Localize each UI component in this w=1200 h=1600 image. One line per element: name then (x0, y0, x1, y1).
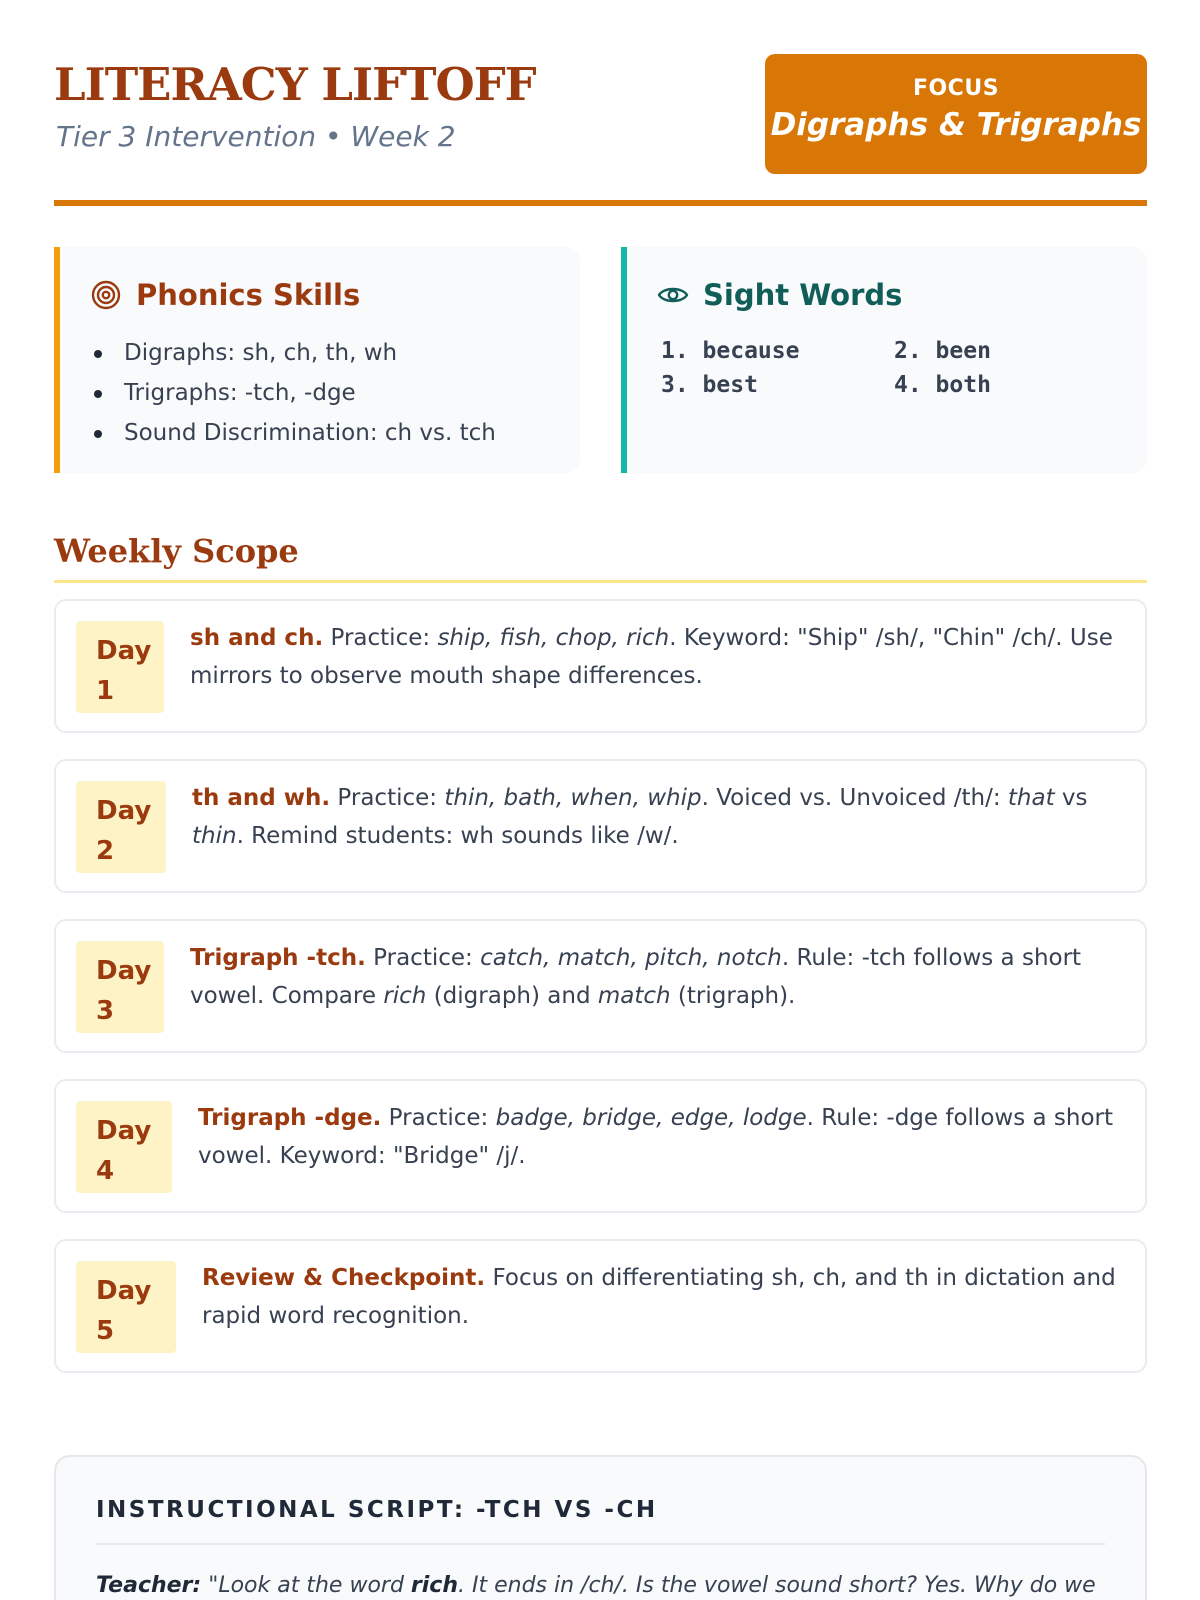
page-title: LITERACY LIFTOFF (54, 58, 536, 111)
instructional-script (54, 1455, 1147, 1600)
lesson-plan-page (54, 0, 1147, 1598)
day-card (54, 1239, 1147, 1373)
practice-word: thin (192, 823, 237, 849)
day-word: Day (96, 796, 152, 826)
skills-cards (54, 247, 1147, 473)
weekly-scope-heading: Weekly Scope (54, 532, 299, 570)
day-description (202, 1259, 1121, 1335)
day-card (54, 919, 1147, 1053)
phonics-skill-list (94, 333, 496, 453)
day-text-segment: Practice: (381, 1105, 496, 1131)
day-text-segment: Practice: (330, 785, 445, 811)
day-card (54, 599, 1147, 733)
day-number: 3 (96, 996, 115, 1026)
day-text-segment: (trigraph). (670, 983, 796, 1009)
script-text-segment: "Look at the word (208, 1573, 411, 1598)
day-word: Day (96, 1276, 152, 1306)
day-heading: Review & Checkpoint. (202, 1265, 486, 1291)
day-number: 1 (96, 676, 115, 706)
focus-value: Digraphs & Trigraphs (770, 107, 1142, 143)
practice-word: badge, bridge, edge, lodge (495, 1105, 807, 1131)
day-text-segment: . Voiced vs. Unvoiced /th/: (701, 785, 1008, 811)
day-badge (76, 941, 164, 1033)
practice-word: thin, bath, when, whip (444, 785, 702, 811)
script-divider (96, 1543, 1105, 1545)
day-text-segment: Focus on differentiating sh, ch, and th in dictation and rapid word recognition. (202, 1265, 1116, 1329)
practice-word: catch, match, pitch, notch (480, 945, 782, 971)
day-text-segment: vs (1054, 785, 1088, 811)
script-speaker: Teacher: (96, 1573, 202, 1598)
weekly-scope-divider (54, 580, 1147, 583)
day-description (192, 779, 1121, 855)
day-text-segment: Practice: (323, 625, 438, 651)
target-icon (90, 279, 122, 311)
day-badge (76, 621, 164, 713)
day-text-segment: . Rule: -tch follows a short vowel. Compare (190, 945, 1082, 1009)
phonics-skills-card (54, 247, 580, 473)
day-text-segment: (digraph) and (426, 983, 598, 1009)
day-card (54, 759, 1147, 893)
day-card (54, 1079, 1147, 1213)
day-heading: sh and ch. (190, 625, 324, 651)
eye-icon (657, 279, 689, 311)
day-badge (76, 1261, 176, 1353)
script-line (96, 1573, 1105, 1598)
sight-word-list (661, 337, 1131, 399)
day-heading: Trigraph -tch. (190, 945, 366, 971)
sight-word: 1. because (661, 338, 800, 364)
script-title: INSTRUCTIONAL SCRIPT: -TCH VS -CH (96, 1497, 658, 1523)
day-number: 2 (96, 836, 115, 866)
day-number: 5 (96, 1316, 115, 1346)
day-description (198, 1099, 1121, 1175)
day-description (190, 619, 1121, 695)
sight-words-card (621, 247, 1147, 473)
list-item: Sound Discrimination: ch vs. tch (94, 413, 496, 453)
focus-label: FOCUS (912, 76, 1000, 101)
sight-word: 4. both (894, 372, 991, 398)
day-word: Day (96, 1116, 152, 1146)
list-item: Trigraphs: -tch, -dge (94, 373, 496, 413)
day-text-segment: . Keyword: "Ship" /sh/, "Chin" /ch/. Use mirrors to observe mouth shape differences. (190, 625, 1113, 689)
script-emphasis: rich (410, 1573, 458, 1598)
day-badge (76, 1101, 172, 1193)
script-text-segment: . It ends in /ch/. Is the vowel sound short? Yes. Why do we (458, 1573, 1096, 1598)
sight-word: 2. been (894, 338, 991, 364)
focus-badge (765, 54, 1147, 174)
sight-card-header (657, 277, 902, 313)
day-text-segment: Practice: (365, 945, 481, 971)
phonics-card-title: Phonics Skills (136, 278, 361, 312)
day-word: Day (96, 956, 152, 986)
day-text-segment: . Rule: -dge follows a short vowel. Keyword: "Bridge" /j/. (198, 1105, 1114, 1169)
sight-word: 3. best (661, 372, 758, 398)
day-heading: Trigraph -dge. (198, 1105, 382, 1131)
page-header (54, 0, 1147, 208)
page-subtitle: Tier 3 Intervention • Week 2 (56, 120, 456, 153)
header-divider (54, 200, 1147, 206)
day-text-segment: . Remind students: wh sounds like /w/. (236, 823, 679, 849)
day-badge (76, 781, 166, 873)
day-number: 4 (96, 1156, 115, 1186)
day-description (190, 939, 1121, 1015)
practice-word: ship, fish, chop, rich (437, 625, 670, 651)
practice-word: rich (383, 983, 427, 1009)
day-heading: th and wh. (192, 785, 331, 811)
practice-word: that (1007, 785, 1055, 811)
day-word: Day (96, 636, 152, 666)
phonics-card-header (90, 277, 360, 313)
practice-word: match (597, 983, 671, 1009)
sight-card-title: Sight Words (703, 278, 903, 312)
list-item: Digraphs: sh, ch, th, wh (94, 333, 496, 373)
